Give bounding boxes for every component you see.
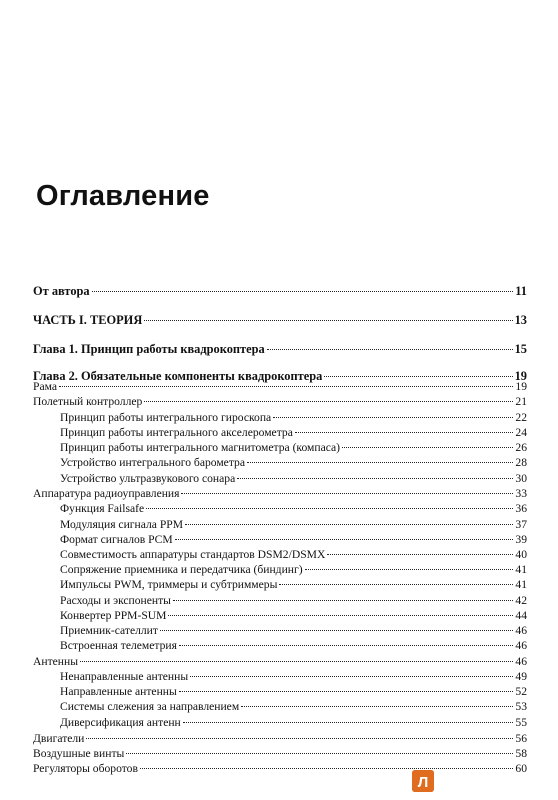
toc-entry[interactable] [33, 578, 527, 591]
dot-leader [267, 349, 513, 350]
dot-leader [179, 645, 513, 646]
dot-leader [190, 676, 513, 677]
dot-leader [183, 722, 514, 723]
toc-entry-page: 41 [515, 578, 527, 591]
toc-entry-title: Импульсы PWM, триммеры и субтриммеры [60, 578, 278, 591]
toc-entry[interactable] [33, 609, 527, 622]
toc-entry[interactable] [33, 762, 527, 775]
dot-leader [144, 320, 512, 321]
toc-entry-page: 15 [514, 342, 527, 356]
toc-entry-title: Полетный контроллер [33, 395, 143, 408]
dot-leader [80, 661, 513, 662]
toc-entry[interactable] [33, 313, 527, 328]
toc-entry-title: Направленные антенны [60, 685, 177, 698]
toc-entry-page: 28 [515, 456, 527, 469]
toc-entry[interactable] [33, 732, 527, 745]
dot-leader [160, 630, 513, 631]
toc-entry-page: 40 [515, 548, 527, 561]
dot-leader [295, 432, 514, 433]
toc-entry-page: 56 [515, 732, 527, 745]
toc-entry-title: Приемник-сателлит [60, 624, 158, 637]
toc-entry[interactable] [33, 441, 527, 454]
toc-entry-title: Регуляторы оборотов [33, 762, 138, 775]
toc-entry-page: 46 [515, 624, 527, 637]
toc-entry-title: Аппаратура радиоуправления [33, 487, 180, 500]
dot-leader [327, 554, 513, 555]
toc-entry-page: 30 [515, 472, 527, 485]
toc-entry-page: 52 [515, 685, 527, 698]
toc-entry-title: Рама [33, 380, 57, 393]
toc-entry-page: 19 [515, 380, 527, 393]
toc-entry-title: Сопряжение приемника и передатчика (биндинг) [60, 563, 303, 576]
toc-entry-title: Расходы и экспоненты [60, 594, 171, 607]
toc-entry[interactable] [33, 284, 527, 299]
dot-leader [324, 376, 512, 377]
toc-entry-page: 36 [515, 502, 527, 515]
toc-entry-page: 41 [515, 563, 527, 576]
toc-entry-page: 13 [514, 313, 527, 327]
toc-entry[interactable] [33, 670, 527, 683]
dot-leader [237, 478, 513, 479]
dot-leader [126, 753, 513, 754]
dot-leader [273, 417, 513, 418]
dot-leader [185, 524, 513, 525]
toc-entry-page: 58 [515, 747, 527, 760]
toc-entry-title: Устройство интегрального барометра [60, 456, 245, 469]
toc-entry[interactable] [33, 533, 527, 546]
dot-leader [86, 738, 513, 739]
toc-entry-title: Модуляция сигнала PPM [60, 518, 184, 531]
dot-leader [342, 447, 513, 448]
toc-entry[interactable] [33, 456, 527, 469]
toc-entry-page: 60 [515, 762, 527, 775]
dot-leader [140, 768, 513, 769]
dot-leader [146, 508, 513, 509]
toc-entry-title: Принцип работы интегрального гироскопа [60, 411, 272, 424]
toc-entry[interactable] [33, 624, 527, 637]
toc-entry-page: 49 [515, 670, 527, 683]
publisher-logo-icon [412, 770, 434, 792]
toc-entry-page: 46 [515, 639, 527, 652]
toc-entry-page: 22 [515, 411, 527, 424]
toc-entry-page: 39 [515, 533, 527, 546]
toc-entry-page: 24 [515, 426, 527, 439]
dot-leader [173, 600, 513, 601]
dot-leader [181, 493, 513, 494]
toc-entry-page: 21 [515, 395, 527, 408]
dot-leader [168, 615, 513, 616]
toc-entry-title: От автора [33, 284, 90, 298]
toc-entry[interactable] [33, 548, 527, 561]
dot-leader [144, 401, 513, 402]
toc-entry-title: Системы слежения за направлением [60, 700, 240, 713]
toc-entry[interactable] [33, 716, 527, 729]
toc-entry-title: Совместимость аппаратуры стандартов DSM2/DSMX [60, 548, 326, 561]
toc-entry[interactable] [33, 518, 527, 531]
dot-leader [279, 584, 513, 585]
toc-entry[interactable] [33, 700, 527, 713]
toc-entry[interactable] [33, 395, 527, 408]
toc-entry[interactable] [33, 426, 527, 439]
toc-entry-title: Ненаправленные антенны [60, 670, 189, 683]
toc-entry[interactable] [33, 639, 527, 652]
toc-entry-page: 11 [515, 284, 527, 298]
toc-entry-page: 37 [515, 518, 527, 531]
svg-text:Л: Л [417, 774, 429, 791]
toc-entry-page: 46 [515, 655, 527, 668]
toc-entry-page: 42 [515, 594, 527, 607]
toc-entry[interactable] [33, 502, 527, 515]
toc-entry-title: Устройство ультразвукового сонара [60, 472, 236, 485]
toc-entry-title: Встроенная телеметрия [60, 639, 177, 652]
toc-entry-title: ЧАСТЬ I. ТЕОРИЯ [33, 313, 143, 327]
toc-heading: Оглавление [36, 180, 210, 212]
toc-entry[interactable] [33, 685, 527, 698]
toc-entry-title: Глава 1. Принцип работы квадрокоптера [33, 342, 265, 356]
toc-entry-title: Формат сигналов PCM [60, 533, 173, 546]
toc-entry[interactable] [33, 380, 527, 393]
toc-entry-title: Принцип работы интегрального акселерометра [60, 426, 293, 439]
toc-entry-page: 55 [515, 716, 527, 729]
toc-entry[interactable] [33, 411, 527, 424]
toc-entry-title: Диверсификация антенн [60, 716, 181, 729]
toc-entry[interactable] [33, 594, 527, 607]
dot-leader [179, 691, 514, 692]
toc-entry[interactable] [33, 655, 527, 668]
toc-entry[interactable] [33, 472, 527, 485]
toc-entry-page: 33 [515, 487, 527, 500]
dot-leader [247, 462, 513, 463]
toc-entry-title: Принцип работы интегрального магнитометра (компаса) [60, 441, 341, 454]
toc-entry-title: Глава 2. Обязательные компоненты квадрокоптера [33, 369, 323, 383]
dot-leader [305, 569, 514, 570]
toc-entry[interactable] [33, 342, 527, 357]
toc-entry-page: 26 [515, 441, 527, 454]
publisher-logo [412, 770, 434, 792]
toc-entry-title: Двигатели [33, 732, 85, 745]
dot-leader [175, 539, 514, 540]
dot-leader [59, 386, 513, 387]
toc-entry-page: 19 [514, 369, 527, 383]
toc-entry-title: Функция Failsafe [60, 502, 145, 515]
toc-entry-title: Воздушные винты [33, 747, 125, 760]
toc-entry[interactable] [33, 487, 527, 500]
dot-leader [92, 291, 514, 292]
toc-entry-page: 53 [515, 700, 527, 713]
toc-entry-title: Конвертер PPM-SUM [60, 609, 167, 622]
toc-entry[interactable] [33, 747, 527, 760]
toc-entry-page: 44 [515, 609, 527, 622]
dot-leader [241, 706, 513, 707]
toc-entry[interactable] [33, 563, 527, 576]
toc-entry-title: Антенны [33, 655, 78, 668]
